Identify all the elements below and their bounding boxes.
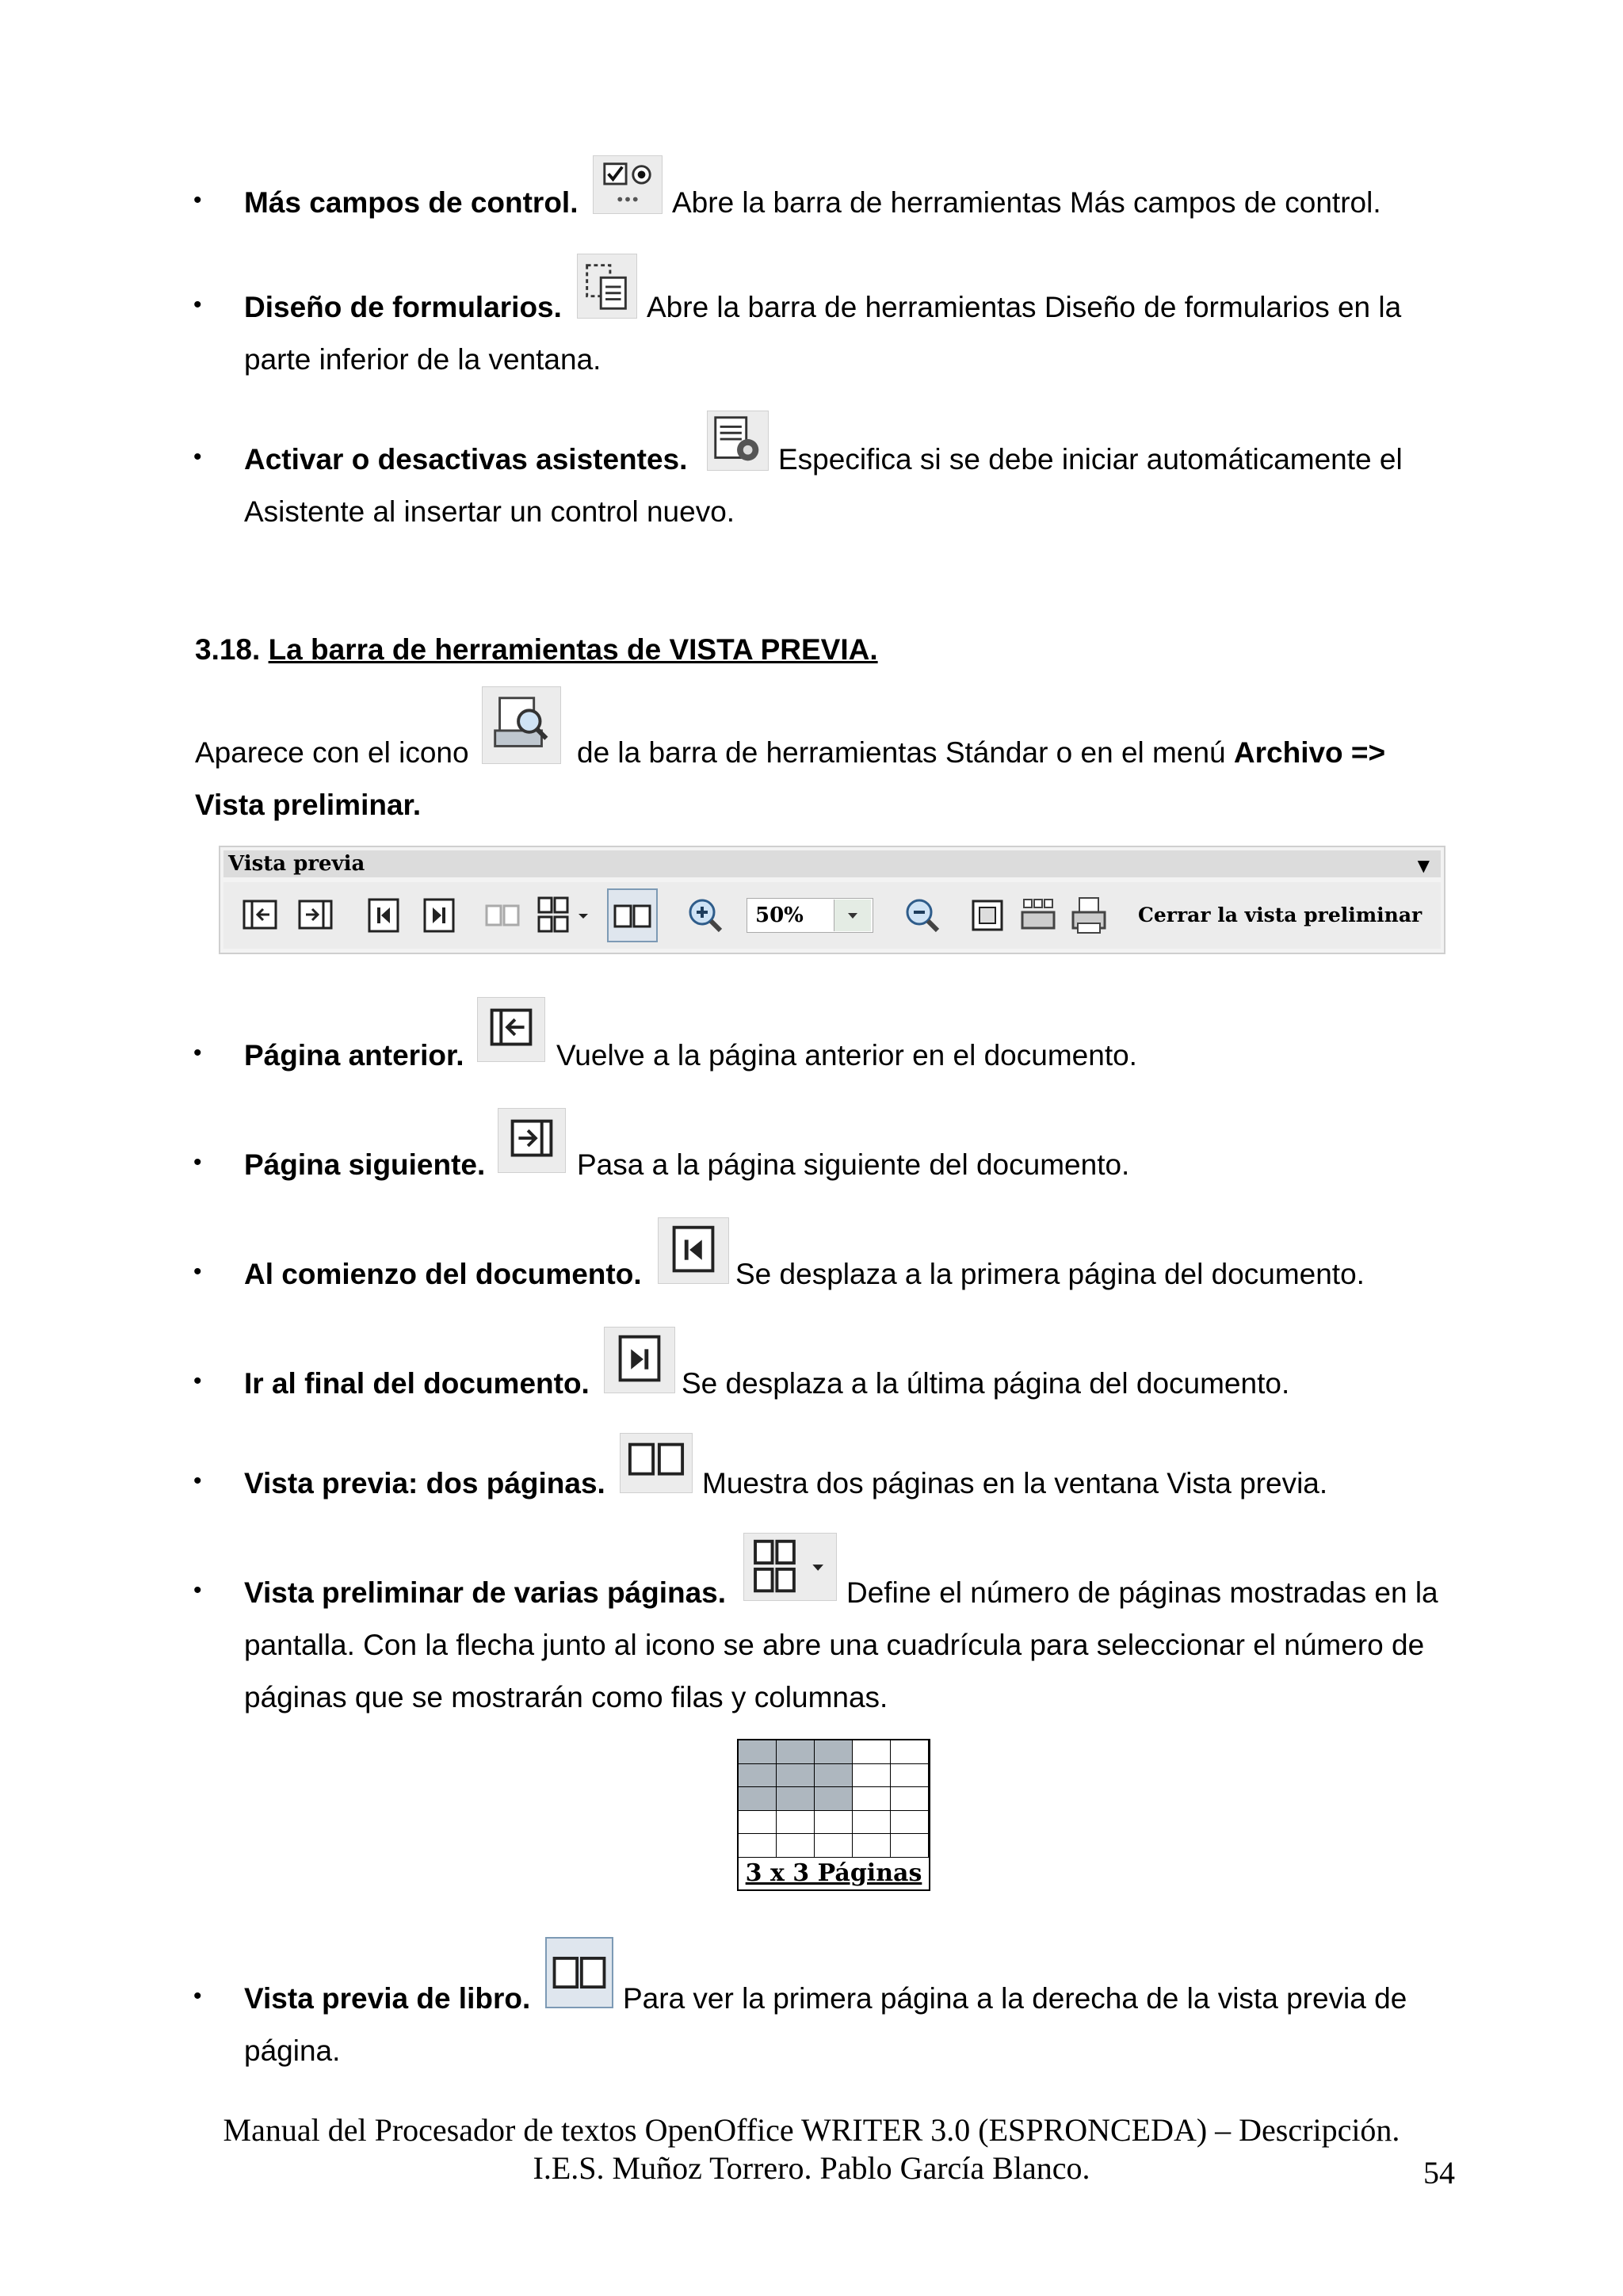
grid-cells bbox=[739, 1740, 929, 1858]
grid-cell bbox=[739, 1811, 777, 1835]
item-description: Se desplaza a la primera página del documento. bbox=[735, 1258, 1365, 1290]
list-item bbox=[244, 1255, 642, 1293]
toolbar-title-bar bbox=[223, 850, 1441, 877]
item-description: Vuelve a la página anterior en el documento. bbox=[556, 1039, 1137, 1072]
section-heading bbox=[195, 631, 878, 669]
preview-toolbar bbox=[219, 846, 1445, 954]
item-description: Abre la barra de herramientas Diseño de formularios en la bbox=[647, 291, 1402, 323]
grid-cell bbox=[815, 1740, 853, 1764]
full-screen-icon[interactable] bbox=[967, 895, 1008, 936]
item-description: Abre la barra de herramientas Más campos de control. bbox=[672, 186, 1381, 219]
item-term: Ir al final del documento. bbox=[244, 1367, 590, 1400]
grid-cell bbox=[853, 1811, 891, 1835]
intro-text-b: de la barra de herramientas Stándar o en el menú Archivo => bbox=[577, 736, 1386, 769]
wizards-on-off-icon bbox=[707, 411, 769, 471]
intro-text-a: Aparece con el icono bbox=[195, 736, 469, 769]
item-term: Activar o desactivas asistentes. bbox=[244, 443, 688, 476]
grid-cell bbox=[853, 1764, 891, 1788]
item-description: Se desplaza a la última página del documento. bbox=[682, 1367, 1290, 1400]
list-item bbox=[244, 184, 579, 222]
bullet: • bbox=[193, 1577, 202, 1603]
list-item bbox=[244, 1037, 464, 1075]
page-grid-selector bbox=[737, 1739, 930, 1891]
next-page-icon bbox=[498, 1108, 566, 1173]
bullet: • bbox=[193, 1259, 202, 1285]
item-description-cont: página. bbox=[244, 2034, 341, 2067]
grid-cell bbox=[777, 1787, 815, 1811]
bullet: • bbox=[193, 1368, 202, 1394]
list-item bbox=[244, 1465, 605, 1503]
menu-path-vista-preliminar: Vista preliminar. bbox=[195, 789, 422, 821]
first-page-icon[interactable] bbox=[363, 895, 404, 936]
multiple-pages-icon bbox=[743, 1533, 837, 1601]
section-number: 3.18. bbox=[195, 633, 261, 666]
grid-cell bbox=[815, 1787, 853, 1811]
zoom-in-icon[interactable] bbox=[685, 895, 726, 936]
zoom-dropdown-button[interactable] bbox=[834, 900, 871, 931]
grid-cell bbox=[777, 1811, 815, 1835]
grid-cell bbox=[739, 1764, 777, 1788]
grid-cell bbox=[891, 1740, 929, 1764]
item-description: Muestra dos páginas en la ventana Vista previa. bbox=[702, 1467, 1328, 1499]
item-description-cont: páginas que se mostrarán como filas y columnas. bbox=[244, 1681, 888, 1713]
print-options-icon[interactable] bbox=[1018, 895, 1059, 936]
bullet: • bbox=[193, 444, 202, 470]
grid-cell bbox=[815, 1811, 853, 1835]
item-description: Especifica si se debe iniciar automáticamente el bbox=[778, 443, 1403, 476]
zoom-out-icon[interactable] bbox=[902, 895, 943, 936]
print-page-view-icon[interactable] bbox=[1068, 895, 1109, 936]
last-page-icon[interactable] bbox=[418, 895, 460, 936]
bullet: • bbox=[193, 1983, 202, 2009]
grid-label: 3 x 3 Páginas bbox=[745, 1859, 922, 1887]
list-item bbox=[244, 1980, 530, 2018]
zoom-value: 50% bbox=[755, 904, 804, 927]
previous-page-icon[interactable] bbox=[239, 895, 281, 936]
grid-cell bbox=[891, 1811, 929, 1835]
grid-cell bbox=[777, 1834, 815, 1858]
previous-page-icon bbox=[477, 997, 545, 1062]
bullet: • bbox=[193, 1040, 202, 1066]
first-page-icon bbox=[658, 1217, 729, 1284]
list-item bbox=[244, 288, 562, 327]
item-term: Página siguiente. bbox=[244, 1148, 486, 1181]
grid-cell bbox=[777, 1740, 815, 1764]
footer-line-1: Manual del Procesador de textos OpenOffice WRITER 3.0 (ESPRONCEDA) – Descripción. bbox=[223, 2112, 1400, 2148]
grid-cell bbox=[891, 1834, 929, 1858]
grid-cell bbox=[777, 1764, 815, 1788]
list-item bbox=[244, 1574, 726, 1612]
grid-cell bbox=[739, 1740, 777, 1764]
bullet: • bbox=[193, 1468, 202, 1494]
book-preview-icon bbox=[545, 1937, 613, 2008]
last-page-icon bbox=[604, 1327, 675, 1393]
two-pages-icon bbox=[620, 1433, 693, 1493]
item-term: Más campos de control. bbox=[244, 186, 579, 219]
toolbar-buttons bbox=[223, 882, 1441, 949]
section-title: La barra de herramientas de VISTA PREVIA. bbox=[268, 633, 878, 666]
list-item bbox=[244, 1365, 590, 1403]
page-number: 54 bbox=[1423, 2155, 1455, 2191]
item-description-cont: pantalla. Con la flecha junto al icono se abre una cuadrícula para seleccionar el número de bbox=[244, 1629, 1425, 1661]
item-description-cont: parte inferior de la ventana. bbox=[244, 343, 601, 376]
item-term: Diseño de formularios. bbox=[244, 291, 562, 323]
two-pages-icon[interactable] bbox=[482, 895, 523, 936]
menu-path-archivo: Archivo => bbox=[1233, 736, 1386, 769]
item-term: Página anterior. bbox=[244, 1039, 464, 1072]
grid-cell bbox=[891, 1787, 929, 1811]
grid-cell bbox=[815, 1764, 853, 1788]
multiple-pages-dropdown-icon[interactable] bbox=[575, 895, 591, 936]
footer-line-2: I.E.S. Muñoz Torrero. Pablo García Blanco. bbox=[533, 2150, 1090, 2186]
grid-cell bbox=[739, 1787, 777, 1811]
grid-cell bbox=[853, 1740, 891, 1764]
grid-cell bbox=[891, 1764, 929, 1788]
item-term: Vista preliminar de varias páginas. bbox=[244, 1576, 727, 1609]
toolbar-menu-arrow-icon[interactable]: ▼ bbox=[1417, 856, 1430, 875]
item-description: Pasa a la página siguiente del documento. bbox=[577, 1148, 1130, 1181]
item-description: Para ver la primera página a la derecha de la vista previa de bbox=[623, 1982, 1407, 2015]
grid-cell bbox=[853, 1834, 891, 1858]
item-term: Al comienzo del documento. bbox=[244, 1258, 642, 1290]
bullet: • bbox=[193, 1149, 202, 1175]
book-preview-icon[interactable] bbox=[607, 888, 658, 942]
item-description: Define el número de páginas mostradas en la bbox=[846, 1576, 1438, 1609]
bullet: • bbox=[193, 292, 202, 318]
form-design-icon bbox=[577, 254, 637, 319]
close-preview-button[interactable]: Cerrar la vista preliminar bbox=[1138, 904, 1423, 926]
item-term: Vista previa de libro. bbox=[244, 1982, 531, 2015]
multiple-pages-icon[interactable] bbox=[534, 895, 575, 936]
bullet: • bbox=[193, 187, 202, 213]
toolbar-title: Vista previa bbox=[228, 852, 365, 876]
item-description-cont: Asistente al insertar un control nuevo. bbox=[244, 495, 735, 528]
item-term: Vista previa: dos páginas. bbox=[244, 1467, 605, 1499]
next-page-icon[interactable] bbox=[295, 895, 336, 936]
grid-cell bbox=[815, 1834, 853, 1858]
print-preview-icon bbox=[482, 686, 561, 764]
list-item bbox=[244, 441, 687, 479]
more-controls-icon bbox=[593, 155, 663, 214]
grid-cell bbox=[853, 1787, 891, 1811]
list-item bbox=[244, 1146, 485, 1184]
grid-cell bbox=[739, 1834, 777, 1858]
